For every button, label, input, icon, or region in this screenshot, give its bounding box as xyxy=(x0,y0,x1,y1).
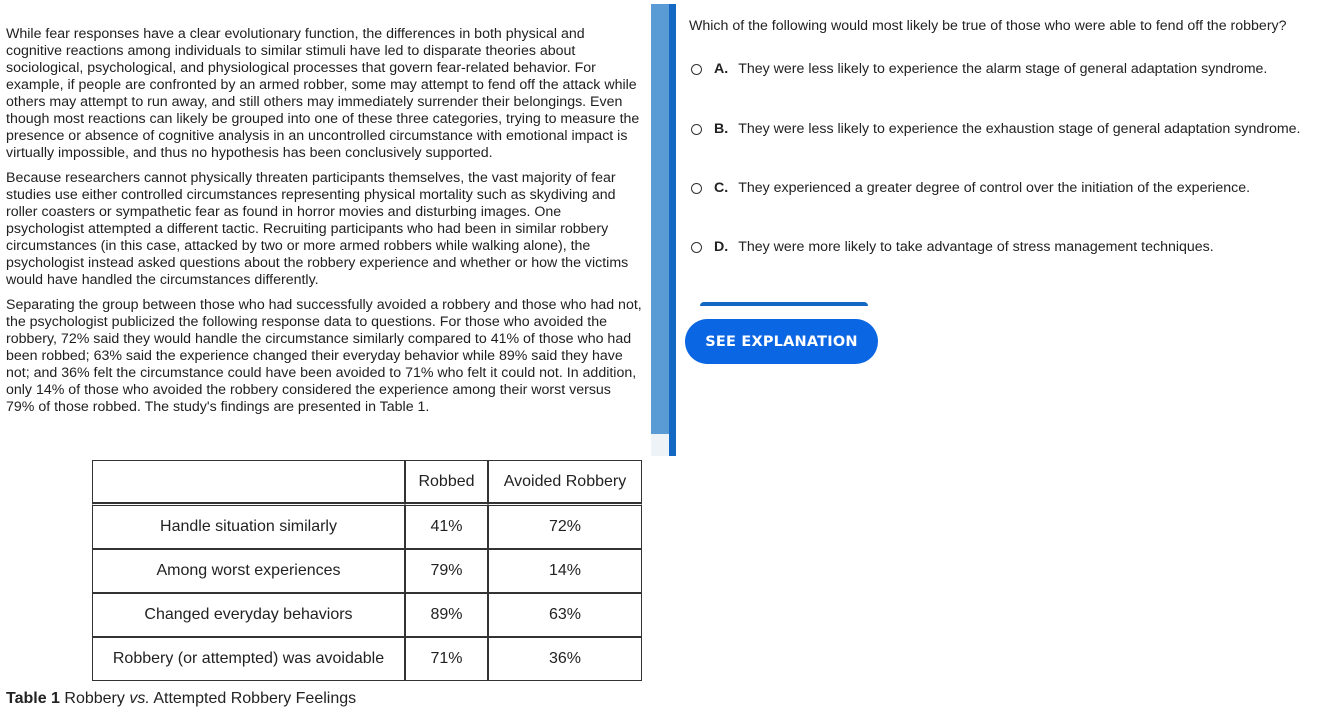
results-table xyxy=(92,460,642,681)
option-text: They experienced a greater degree of control over the initiation of the experience. xyxy=(738,180,1251,196)
option-letter: C. xyxy=(714,180,729,196)
table-header-empty xyxy=(92,460,405,503)
answer-option-c[interactable] xyxy=(691,180,1250,196)
passage xyxy=(6,26,642,424)
question-text: Which of the following would most likely be true of those who were able to fend off the robbery? xyxy=(689,18,1287,34)
table-cell-avoided: 36% xyxy=(488,637,642,681)
option-letter: B. xyxy=(714,121,729,137)
passage-paragraph-3: Separating the group between those who had successfully avoided a robbery and those who had not, the psychologist publicized the following response data to questions. For those who avoided the robbery, 72% said they would handle the circumstance similarly compared to 41% of those who had been robbed; 63% said the experience changed their everyday behavior while 89% said they have not; and 36% felt the circumstance could have been avoided to 71% who felt it could not. In addition, only 14% of those who avoided the robbery considered the experience among their worst versus 79% of those robbed. The study's findings are presented in Table 1. xyxy=(6,297,642,415)
table-caption xyxy=(6,690,356,708)
table-cell-robbed: 79% xyxy=(405,549,488,593)
radio-button-icon[interactable] xyxy=(691,124,702,135)
table-caption-italic: vs. xyxy=(129,690,150,707)
table-cell-robbed: 89% xyxy=(405,593,488,637)
pane-splitter-edge xyxy=(669,4,676,456)
table-header-avoided: Avoided Robbery xyxy=(488,460,642,503)
option-text: They were less likely to experience the exhaustion stage of general adaptation syndrome. xyxy=(738,121,1301,137)
radio-button-icon[interactable] xyxy=(691,183,702,194)
table-cell-label: Handle situation similarly xyxy=(92,503,405,549)
radio-button-icon[interactable] xyxy=(691,242,702,253)
table-cell-avoided: 14% xyxy=(488,549,642,593)
table-row xyxy=(92,637,642,681)
option-text: They were more likely to take advantage of stress management techniques. xyxy=(738,239,1214,255)
passage-paragraph-1: While fear responses have a clear evolutionary function, the differences in both physical and cognitive reactions among individuals to similar stimuli have led to disparate theories about sociological, psychological, and physiological processes that govern fear-related behavior. For example, if people are confronted by an armed robber, some may attempt to fend off the attack while others may attempt to run away, and still others may immediately surrender their belongings. Even though most reactions can likely be grouped into one of these three categories, trying to measure the presence or absence of cognitive analysis in an uncontrolled circumstance with emotional impact is virtually impossible, and thus no hypothesis has been conclusively supported. xyxy=(6,26,640,161)
answer-option-a[interactable] xyxy=(691,61,1267,77)
answer-option-d[interactable] xyxy=(691,239,1214,255)
see-explanation-button[interactable]: SEE EXPLANATION xyxy=(685,319,878,364)
accent-bar xyxy=(700,302,868,306)
passage-paragraph-2: Because researchers cannot physically threaten participants themselves, the vast majority of fear studies use either controlled circumstances representing physical mortality such as skydiving and roller coasters or sympathetic fear as found in horror movies and disturbing images. One psychologist attempted a different tactic. Recruiting participants who had been in similar robbery circumstances (in this case, attacked by two or more armed robbers while walking alone), the psychologist instead asked questions about the robbery experience and whether or how the victims would have handled the circumstances differently. xyxy=(6,170,629,288)
answer-option-b[interactable] xyxy=(691,121,1301,137)
table-header-row xyxy=(92,460,642,503)
table-cell-robbed: 71% xyxy=(405,637,488,681)
pane-splitter-end xyxy=(651,434,669,456)
table-caption-text-after: Attempted Robbery Feelings xyxy=(149,690,357,707)
table-row xyxy=(92,503,642,549)
table-caption-text-before: Robbery xyxy=(59,690,130,707)
table-cell-robbed: 41% xyxy=(405,503,488,549)
table-cell-label: Robbery (or attempted) was avoidable xyxy=(92,637,405,681)
option-letter: A. xyxy=(714,61,729,77)
option-text: They were less likely to experience the alarm stage of general adaptation syndrome. xyxy=(738,61,1268,77)
table-cell-label: Among worst experiences xyxy=(92,549,405,593)
table-cell-avoided: 72% xyxy=(488,503,642,549)
table-row xyxy=(92,549,642,593)
table-row xyxy=(92,593,642,637)
pane-splitter[interactable] xyxy=(651,4,669,434)
option-letter: D. xyxy=(714,239,729,255)
table-cell-avoided: 63% xyxy=(488,593,642,637)
radio-button-icon[interactable] xyxy=(691,64,702,75)
table-header-robbed: Robbed xyxy=(405,460,488,503)
table-caption-label: Table 1 xyxy=(6,690,60,707)
table-cell-label: Changed everyday behaviors xyxy=(92,593,405,637)
